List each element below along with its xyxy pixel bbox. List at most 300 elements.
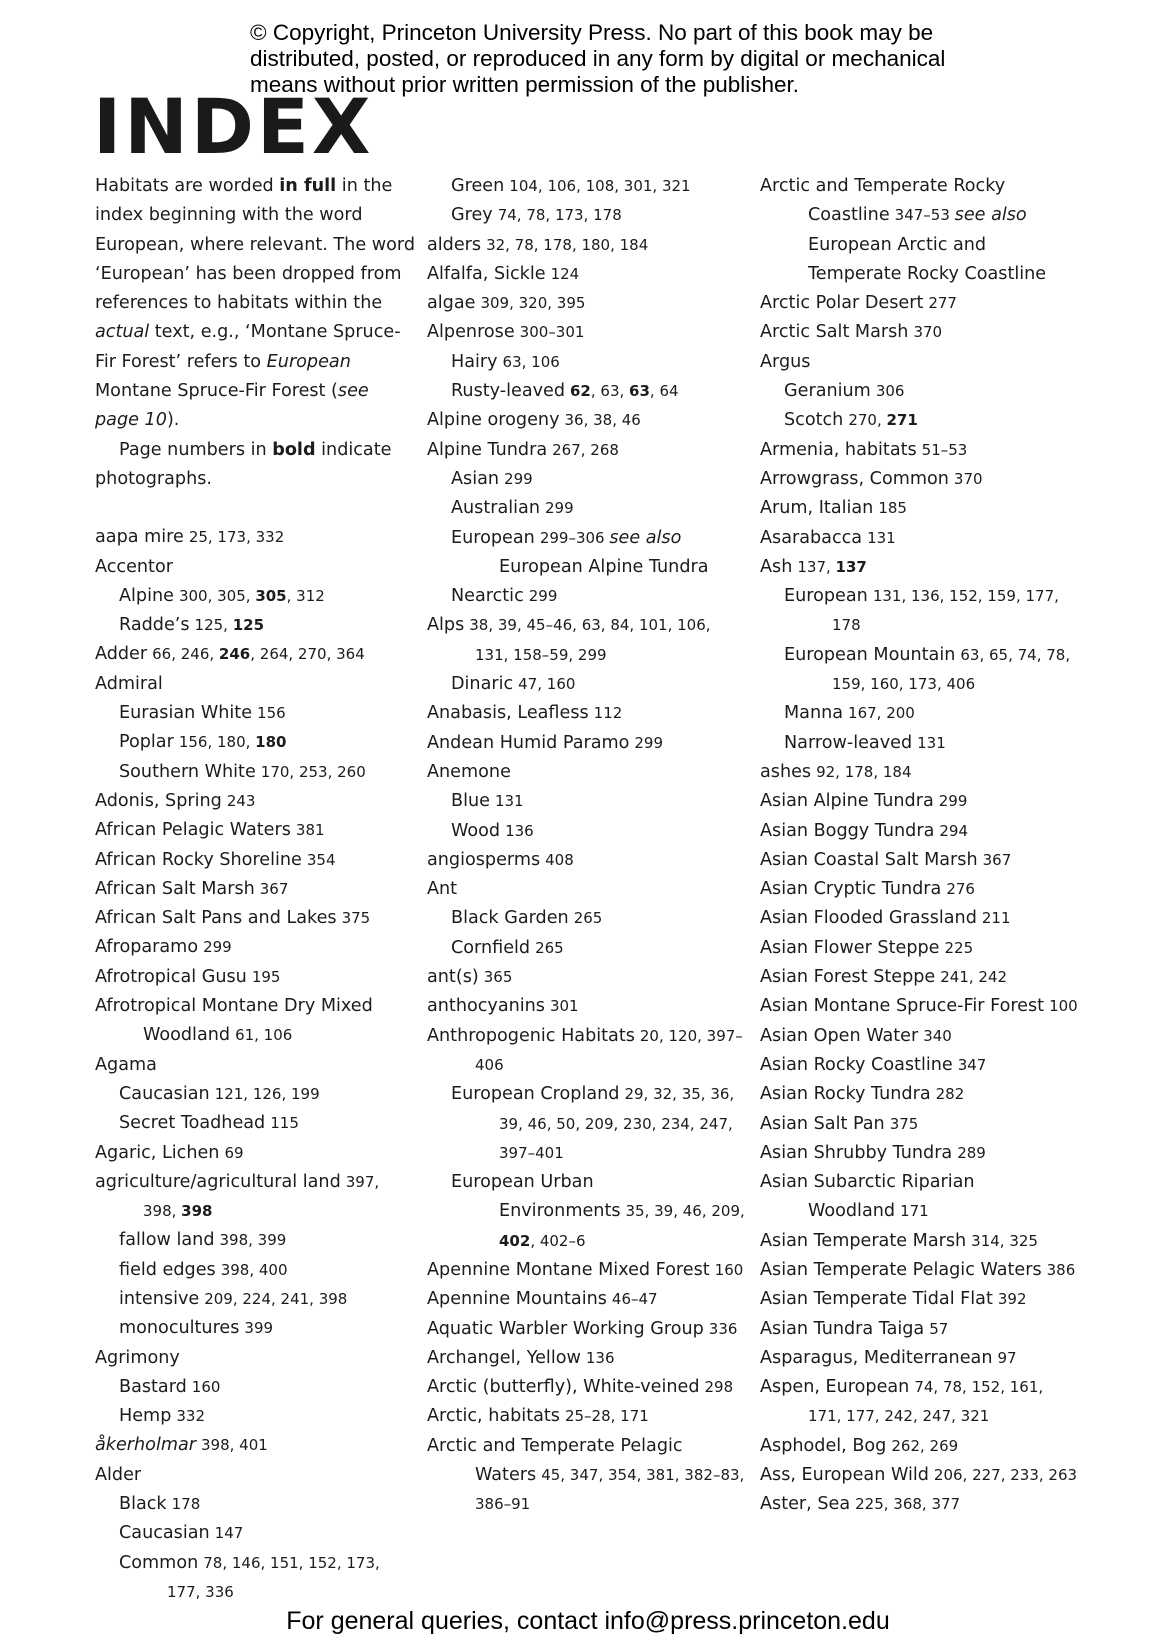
page-references xyxy=(923,1027,952,1045)
page-number-run: 74, 78, 173, 178 xyxy=(497,206,622,225)
page-number-run: 29, 32, 35, 36, 39, 46, 50, 209, 230, 234, 247, 397–401 xyxy=(499,1085,735,1162)
entry-heading: Cornfield xyxy=(451,937,531,958)
page-number-run: 299–306 xyxy=(539,528,610,547)
index-subentry xyxy=(95,728,415,757)
entry-heading: åkerholmar xyxy=(95,1435,196,1456)
entry-heading: Arctic, habitats xyxy=(427,1406,560,1427)
page-references xyxy=(252,968,281,986)
index-entry xyxy=(760,934,1080,963)
entry-heading: Asian Salt Pan xyxy=(760,1113,885,1134)
page-number-run: 299 xyxy=(203,938,232,957)
entry-heading: African Pelagic Waters xyxy=(95,820,291,841)
page-references xyxy=(715,1261,744,1279)
page-number-run: 63, 65, 74, 78, 159, 160, 173, 406 xyxy=(832,645,1071,694)
index-subentry xyxy=(95,699,415,728)
index-entry xyxy=(760,1227,1080,1256)
page-number-run: 241, 242 xyxy=(940,968,1008,987)
entry-heading: algae xyxy=(427,293,476,314)
page-references xyxy=(167,1554,380,1601)
page-number-run: 399 xyxy=(244,1319,274,1338)
page-number-run: 265 xyxy=(535,938,564,957)
page-references xyxy=(545,851,574,869)
page-references xyxy=(342,909,371,927)
page-number-run: 136 xyxy=(585,1348,615,1367)
entry-heading: Wood xyxy=(451,820,501,841)
page-number-run: 131 xyxy=(867,528,896,547)
text-run: Page numbers in xyxy=(119,439,273,460)
entry-heading: Poplar xyxy=(119,732,174,753)
text-run: Habitats are worded xyxy=(95,176,280,196)
page-number-run: 209, 224, 241, 398 xyxy=(204,1289,348,1308)
index-entry xyxy=(760,1022,1080,1051)
index-subentry xyxy=(95,1549,415,1608)
index-entry xyxy=(427,1432,747,1520)
index-entry xyxy=(760,817,1080,846)
entry-heading: Dinaric xyxy=(451,674,514,695)
page-number-run: 381 xyxy=(295,821,325,840)
index-subentry xyxy=(95,611,415,640)
page-references xyxy=(998,1290,1027,1308)
entry-heading: Apennine Mountains xyxy=(427,1289,607,1310)
entry-heading: Agaric, Lichen xyxy=(95,1142,220,1163)
index-subentry xyxy=(760,377,1080,406)
page-number-run: 225, 368, 377 xyxy=(855,1495,961,1514)
page-number-run: 62 xyxy=(570,382,591,401)
index-entry xyxy=(427,1402,747,1431)
text-run: 10 xyxy=(144,410,167,431)
page-number-run: 408 xyxy=(545,850,574,869)
index-subentry xyxy=(427,494,747,523)
entry-heading: Alpine Tundra xyxy=(427,439,548,460)
entry-heading: Apennine Montane Mixed Forest xyxy=(427,1259,710,1280)
entry-heading: Aster, Sea xyxy=(760,1494,851,1515)
entry-heading: fallow land xyxy=(119,1230,215,1251)
page-references xyxy=(152,645,365,663)
entry-heading: African Rocky Shoreline xyxy=(95,849,302,870)
page-number-run: 38, 39, 45–46, 63, 84, 101, 106, 131, 158–59, 299 xyxy=(469,616,711,664)
text-run: in full xyxy=(279,176,337,196)
entry-heading: Asian Coastal Salt Marsh xyxy=(760,849,978,870)
index-column-1 xyxy=(95,172,415,1607)
intro-paragraph xyxy=(95,172,415,436)
index-entry xyxy=(427,1373,747,1402)
index-entry xyxy=(95,1344,415,1373)
page-number-run: 367 xyxy=(982,850,1012,869)
index-heading: INDEX xyxy=(93,82,374,171)
page-number-run: 131 xyxy=(494,792,524,811)
text-run: indicate photographs. xyxy=(95,439,392,489)
entry-heading: Caucasian xyxy=(119,1523,210,1544)
page-references xyxy=(296,821,325,839)
page-references xyxy=(709,1320,738,1338)
page-number-run: 276 xyxy=(946,880,975,899)
entry-heading: Asian Boggy Tundra xyxy=(760,820,935,841)
entry-heading: Arctic (butterfly), White-veined xyxy=(427,1377,700,1398)
page-references xyxy=(797,558,866,576)
page-number-run: , 264, 270, 364 xyxy=(250,645,365,664)
index-entry xyxy=(427,406,747,435)
page-references xyxy=(934,1466,1077,1484)
entry-heading: Narrow-leaved xyxy=(784,732,913,753)
page-number-run: 301 xyxy=(549,997,579,1016)
page-number-run: see also xyxy=(954,205,1027,226)
page-references xyxy=(867,529,896,547)
page-number-run: 51–53 xyxy=(921,440,968,459)
page-references xyxy=(855,1495,960,1513)
entry-heading: Anthropogenic Habitats xyxy=(427,1025,635,1046)
entry-heading: European xyxy=(784,586,868,607)
index-subentry xyxy=(427,465,747,494)
page-references xyxy=(189,528,284,546)
page-number-run: 294 xyxy=(939,821,968,840)
index-entry xyxy=(427,436,747,465)
page-number-run: 398, 400 xyxy=(220,1260,288,1279)
entry-heading: Asian Cryptic Tundra xyxy=(760,879,942,900)
page-references xyxy=(848,411,917,429)
page-references xyxy=(244,1319,273,1337)
page-references xyxy=(215,1524,244,1542)
page-references xyxy=(227,792,256,810)
page-references xyxy=(172,1495,201,1513)
page-number-run: 398 xyxy=(181,1202,213,1221)
page-number-run: , 63, xyxy=(590,382,630,401)
page-number-run: 104, 106, 108, 301, 321 xyxy=(509,177,691,195)
page-references xyxy=(551,265,580,283)
entry-heading: aapa mire xyxy=(95,527,184,548)
text-run: Montane Spruce-Fir Forest ( xyxy=(95,381,338,402)
page-references xyxy=(971,1232,1038,1250)
index-entry xyxy=(427,875,747,904)
page-number-run: 309, 320, 395 xyxy=(480,294,586,313)
page-number-run: 305 xyxy=(255,586,287,605)
index-entry xyxy=(760,1373,1080,1432)
index-entry xyxy=(427,758,747,787)
page-references xyxy=(890,1115,919,1133)
index-entry xyxy=(760,553,1080,582)
page-number-run: 147 xyxy=(214,1524,244,1543)
page-references xyxy=(503,353,560,371)
page-number-run: 392 xyxy=(997,1290,1027,1309)
page-number-run: 243 xyxy=(226,791,256,810)
page-references xyxy=(705,1378,734,1396)
index-entry xyxy=(760,289,1080,318)
index-entry xyxy=(427,231,747,260)
page-number-run: 171 xyxy=(900,1202,929,1221)
page-number-run: 178 xyxy=(171,1495,201,1514)
index-subentry xyxy=(95,1490,415,1519)
entry-heading: Ash xyxy=(760,556,793,577)
page-references xyxy=(469,616,710,663)
page-references xyxy=(958,1056,987,1074)
page-number-run: 137, xyxy=(797,557,836,576)
page-number-run: 300–301 xyxy=(519,323,585,342)
entry-heading: European xyxy=(451,527,535,548)
cross-reference-text: European Arctic and Temperate Rocky Coastline xyxy=(808,234,1047,284)
page-references xyxy=(486,236,648,254)
entry-heading: Asarabacca xyxy=(760,527,863,548)
page-references xyxy=(195,616,264,634)
page-number-run: 25–28, 171 xyxy=(564,1407,649,1426)
entry-heading: Green xyxy=(451,176,505,196)
page-references xyxy=(944,939,973,957)
index-entry xyxy=(427,1285,747,1314)
entry-heading: Asian Temperate Marsh xyxy=(760,1230,967,1251)
page-number-run: 47, 160 xyxy=(518,675,576,694)
text-run: actual xyxy=(95,322,150,343)
page-number-run: 167, 200 xyxy=(848,704,915,723)
entry-heading: Asparagus, Mediterranean xyxy=(760,1347,993,1368)
page-number-run: 115 xyxy=(270,1114,299,1133)
page-number-run: 211 xyxy=(981,909,1011,928)
index-entry xyxy=(95,553,415,582)
page-number-run: 25, 173, 332 xyxy=(188,528,285,547)
entry-heading: Hairy xyxy=(451,351,498,372)
page-references xyxy=(594,704,623,722)
page-references xyxy=(900,1202,929,1220)
entry-heading: Asian Temperate Pelagic Waters xyxy=(760,1259,1042,1280)
index-subentry xyxy=(427,1080,747,1168)
page-number-run: 299 xyxy=(634,733,664,752)
page-number-run: 347 xyxy=(957,1055,987,1074)
page-references xyxy=(509,177,690,195)
entry-heading: Asian Alpine Tundra xyxy=(760,791,934,812)
copyright-notice: © Copyright, Princeton University Press. No part of this book may be distributed, posted, or reproduced in any form by digital or mechanical means without prior written permission of the publisher. xyxy=(250,20,946,97)
text-run: ). xyxy=(166,410,180,431)
page-references xyxy=(936,1085,965,1103)
index-entry xyxy=(95,904,415,933)
index-column-2 xyxy=(427,172,747,1520)
entry-heading: Agama xyxy=(95,1054,157,1075)
page-number-run: , 312 xyxy=(286,586,325,605)
page-number-run: , 402–6 xyxy=(530,1231,586,1250)
index-subentry xyxy=(427,934,747,963)
index-entry xyxy=(760,1344,1080,1373)
page-number-run: 370 xyxy=(953,469,983,488)
index-entry xyxy=(95,1431,415,1460)
page-references xyxy=(520,323,585,341)
page-number-run: 156, 180, xyxy=(178,733,256,752)
entry-heading: Blue xyxy=(451,791,490,812)
index-intro xyxy=(95,172,415,494)
index-entry xyxy=(427,1315,747,1344)
page-references xyxy=(204,1290,347,1308)
index-entry xyxy=(760,904,1080,933)
page-number-run: 125 xyxy=(232,616,265,635)
entry-heading: Asian Rocky Coastline xyxy=(760,1054,953,1075)
page-references xyxy=(612,1290,658,1308)
index-entry xyxy=(760,758,1080,787)
entry-heading: Asian Subarctic Riparian Woodland xyxy=(760,1172,975,1222)
page-number-run: 347–53 xyxy=(894,206,955,225)
page-references xyxy=(484,968,513,986)
page-number-run: 270, xyxy=(848,411,887,430)
entry-heading: monocultures xyxy=(119,1318,240,1339)
page-references xyxy=(939,792,968,810)
index-entry xyxy=(427,963,747,992)
page-number-run: 124 xyxy=(550,264,580,283)
page-references xyxy=(192,1378,221,1396)
entry-heading: Arum, Italian xyxy=(760,498,874,519)
page-references xyxy=(220,1231,287,1249)
page-references xyxy=(498,206,622,224)
index-subentry xyxy=(95,758,415,787)
index-entry xyxy=(760,1432,1080,1461)
index-entry xyxy=(427,1022,747,1081)
entry-heading: Black xyxy=(119,1494,167,1515)
entry-heading: Hemp xyxy=(119,1406,172,1427)
page-number-run: 66, 246, xyxy=(152,645,219,664)
entry-heading: Arctic Polar Desert xyxy=(760,293,924,314)
entry-heading: Alfalfa, Sickle xyxy=(427,263,546,284)
index-entry xyxy=(427,729,747,758)
page-number-run: 262, 269 xyxy=(891,1436,959,1455)
page-number-run: 299 xyxy=(544,499,574,518)
entry-heading: Nearctic xyxy=(451,586,524,607)
index-column-3 xyxy=(760,172,1080,1520)
entry-heading: Asian Forest Steppe xyxy=(760,967,936,988)
page-number-run: 206, 227, 233, 263 xyxy=(933,1466,1078,1485)
page-number-run: 100 xyxy=(1049,997,1078,1016)
page-number-run: 63, 106 xyxy=(502,352,560,371)
page-number-run: 246 xyxy=(218,645,251,664)
index-entry xyxy=(760,172,1080,289)
page-number-run: 299 xyxy=(528,587,558,606)
page-number-run: 265 xyxy=(573,909,603,928)
page-references xyxy=(529,587,558,605)
page-number-run: 57 xyxy=(929,1319,949,1338)
page-references xyxy=(179,733,287,751)
entry-heading: Adder xyxy=(95,644,148,665)
index-entry xyxy=(95,846,415,875)
page-number-run: 74, 78, 152, 161, 171, 177, 242, 247, 321 xyxy=(808,1378,1044,1426)
entry-heading: Argus xyxy=(760,351,811,372)
entry-heading: Asian Flooded Grassland xyxy=(760,908,977,929)
page-references xyxy=(224,1144,243,1162)
index-entry xyxy=(760,875,1080,904)
page-references xyxy=(564,411,640,429)
page-number-run: 367 xyxy=(259,879,289,898)
page-references xyxy=(518,675,575,693)
index-entry xyxy=(760,1315,1080,1344)
page-references xyxy=(913,323,942,341)
index-entry xyxy=(760,494,1080,523)
index-subentry xyxy=(427,904,747,933)
entry-heading: Common xyxy=(119,1552,199,1573)
page-references xyxy=(570,382,679,400)
page-number-run: 61, 106 xyxy=(235,1026,293,1045)
index-entry xyxy=(95,787,415,816)
page-number-run: 267, 268 xyxy=(552,440,619,459)
entry-heading: Eurasian White xyxy=(119,703,253,724)
page-references xyxy=(565,1407,649,1425)
index-subentry xyxy=(760,699,1080,728)
index-entry xyxy=(95,1139,415,1168)
page-references xyxy=(221,1261,288,1279)
entry-heading: Alps xyxy=(427,615,465,636)
page-number-run: 195 xyxy=(251,967,281,986)
entry-heading: Asian Flower Steppe xyxy=(760,937,940,958)
index-entry xyxy=(760,524,1080,553)
page-references xyxy=(997,1349,1016,1367)
entry-heading: agriculture/agricultural land xyxy=(95,1171,341,1192)
index-entry xyxy=(760,1051,1080,1080)
entry-heading: Arrowgrass, Common xyxy=(760,468,949,489)
index-entry xyxy=(427,992,747,1021)
page-number-run: 336 xyxy=(708,1319,738,1338)
index-entry xyxy=(760,1168,1080,1227)
index-entry xyxy=(760,465,1080,494)
entry-heading: field edges xyxy=(119,1259,216,1280)
entry-heading: Rusty-leaved xyxy=(451,381,565,402)
page-references xyxy=(545,499,574,517)
index-entry xyxy=(760,992,1080,1021)
index-entry xyxy=(427,318,747,347)
footer-contact: For general queries, contact info@press.princeton.edu xyxy=(286,1607,890,1635)
entry-heading: Asian Open Water xyxy=(760,1025,919,1046)
index-subentry xyxy=(427,172,747,201)
page-references xyxy=(505,822,534,840)
page-number-run: 160 xyxy=(714,1260,744,1279)
page-number-run: 397, 398, xyxy=(143,1172,380,1221)
page-references xyxy=(257,704,286,722)
entry-heading: Black Garden xyxy=(451,908,569,929)
page-references xyxy=(954,470,983,488)
entry-heading: intensive xyxy=(119,1288,200,1309)
entry-heading: ashes xyxy=(760,761,812,782)
index-subentry xyxy=(95,1226,415,1255)
page-number-run: 340 xyxy=(923,1026,952,1045)
index-entry xyxy=(95,963,415,992)
index-entry xyxy=(427,260,747,289)
page-number-run: 136 xyxy=(505,821,534,840)
page-number-run: 32, 78, 178, 180, 184 xyxy=(486,235,649,254)
entry-heading: Afrotropical Gusu xyxy=(95,966,247,987)
page-references xyxy=(179,587,325,605)
page-number-run: 46–47 xyxy=(611,1290,658,1309)
entry-heading: Adonis, Spring xyxy=(95,790,222,811)
entry-heading: African Salt Pans and Lakes xyxy=(95,908,337,929)
entry-heading: European Cropland xyxy=(451,1084,620,1105)
page-number-run: 35, 39, 46, 209, xyxy=(625,1202,745,1221)
page-references xyxy=(550,997,579,1015)
page-number-run: 298 xyxy=(704,1378,734,1397)
page-number-run: 271 xyxy=(886,411,918,430)
index-entry xyxy=(760,1110,1080,1139)
index-entry xyxy=(760,963,1080,992)
index-subentry xyxy=(427,582,747,611)
entry-heading: Scotch xyxy=(784,410,844,431)
entry-heading: Caucasian xyxy=(119,1083,210,1104)
page-number-run: 277 xyxy=(928,294,957,313)
page-number-run: 156 xyxy=(257,704,286,723)
text-run: European xyxy=(266,351,351,372)
cross-reference-text: European Alpine Tundra xyxy=(499,556,709,577)
index-entry xyxy=(95,523,415,552)
index-entry xyxy=(760,1461,1080,1490)
index-subentry xyxy=(427,348,747,377)
page-number-run: 45, 347, 354, 381, 382–83, 386–91 xyxy=(475,1466,745,1514)
entry-heading: Asian Montane Spruce-Fir Forest xyxy=(760,996,1045,1017)
index-subentry xyxy=(95,1109,415,1138)
index-entry xyxy=(95,816,415,845)
entry-heading: Arctic and Temperate Rocky Coastline xyxy=(760,176,1006,226)
index-entry xyxy=(760,1490,1080,1519)
index-subentry xyxy=(760,582,1080,641)
page-number-run: 332 xyxy=(176,1407,206,1426)
entry-heading: European Mountain xyxy=(784,644,956,665)
page-references xyxy=(535,939,564,957)
entry-heading: Archangel, Yellow xyxy=(427,1347,581,1368)
